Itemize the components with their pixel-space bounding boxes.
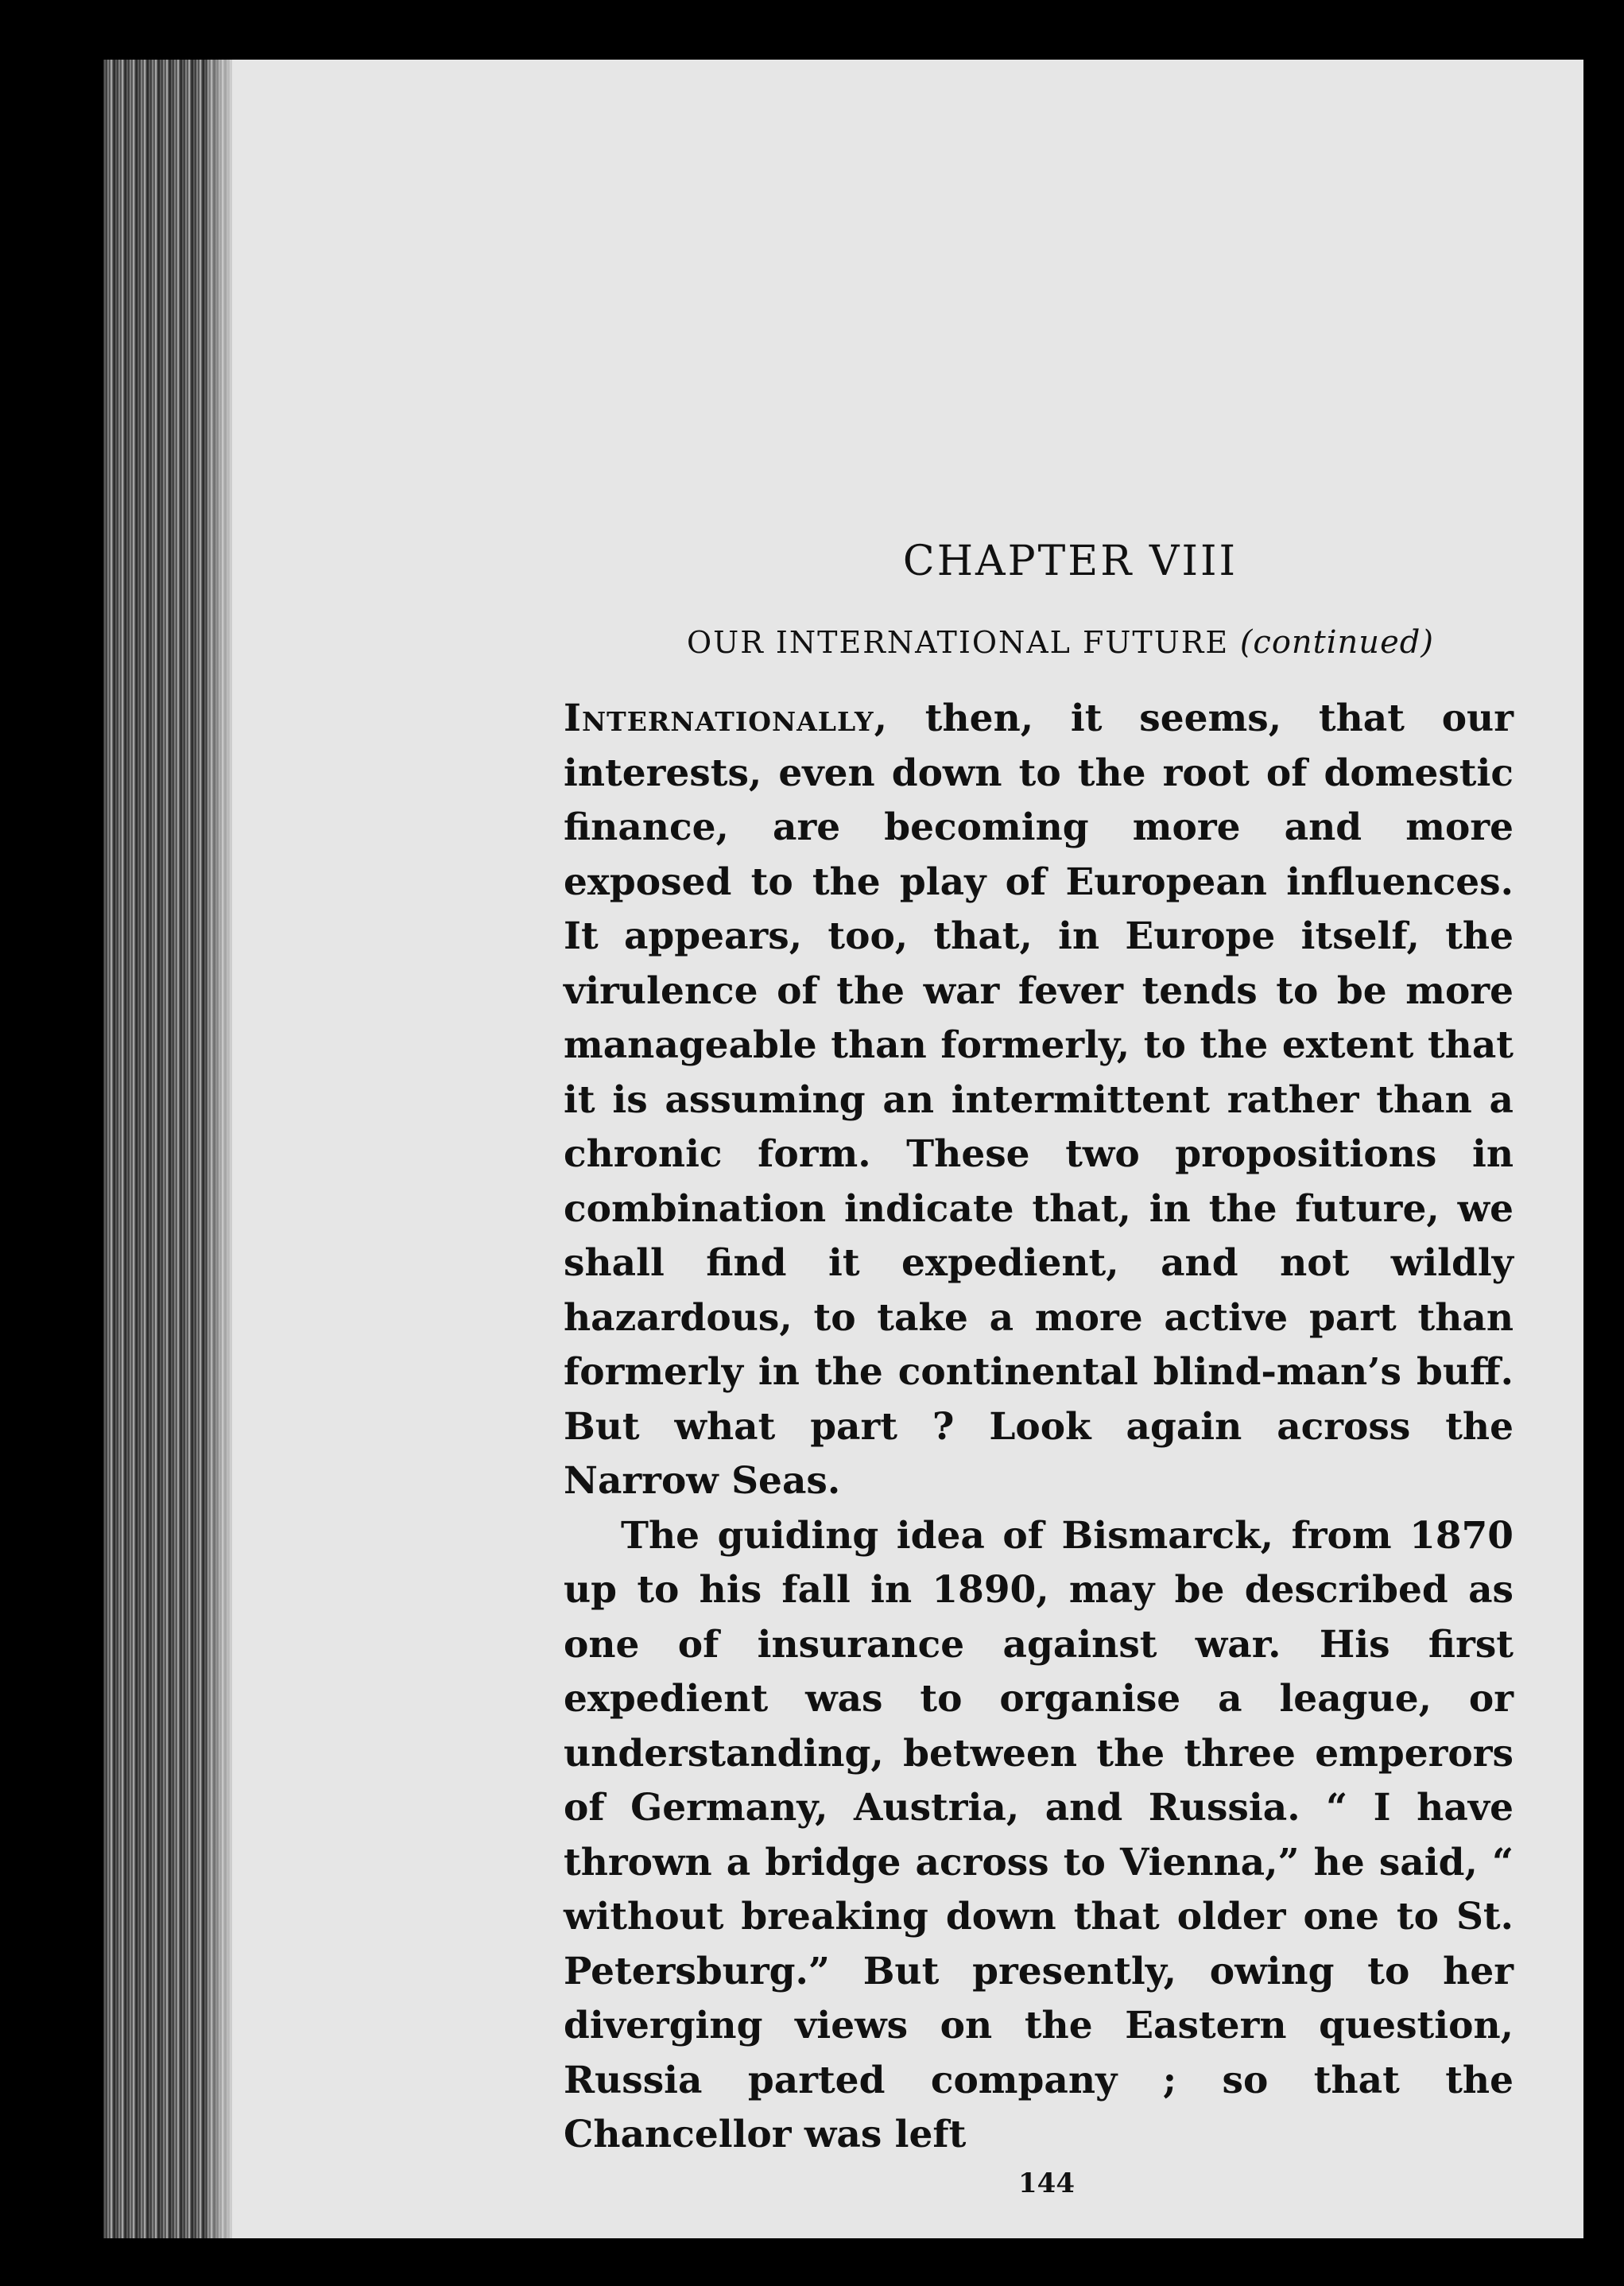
subtitle-main: OUR INTERNATIONAL FUTURE bbox=[687, 625, 1230, 660]
page-number: 144 bbox=[1018, 2167, 1075, 2199]
paragraph-2: The guiding idea of Bismarck, from 1870 up to his fall in 1890, may be described as one of insurance against war. His first expedient was to organise a league, or understanding, between the three emperors of Germany, Austria, and Russia. “ I have thrown a bridge across to Vienna,” he said, “ without breaking down that older one to St. Petersburg.” But presently, owing to her diverging views on the Eastern question, Russia parted company ; so that the Chancellor was left bbox=[564, 1513, 1514, 2156]
text-block bbox=[564, 538, 1514, 2199]
chapter-title: CHAPTER VIII bbox=[902, 538, 1238, 585]
page-edge-stack bbox=[103, 60, 238, 2238]
subtitle-note: (continued) bbox=[1239, 624, 1434, 661]
paragraph-1 bbox=[564, 692, 1514, 1509]
chapter-subtitle bbox=[564, 624, 1514, 661]
body-text bbox=[564, 692, 1514, 2163]
lead-word: Internationally, bbox=[564, 697, 888, 740]
paragraph-1-text: then, it seems, that our interests, even down to the root of domestic finance, are becoming more and more exposed to the play of European influences. It appears, too, that, in Europe itself, the virulence of the war fever tends to be more manageable than formerly, to the extent that it is assuming an intermittent rather than a chronic form. These two propositions in combination indicate that, in the future, we shall find it expedient, and not wildly hazardous, to take a more active part than formerly in the continental blind-man’s buff. But what part ? Look again across the Narrow Seas. bbox=[564, 697, 1514, 1503]
